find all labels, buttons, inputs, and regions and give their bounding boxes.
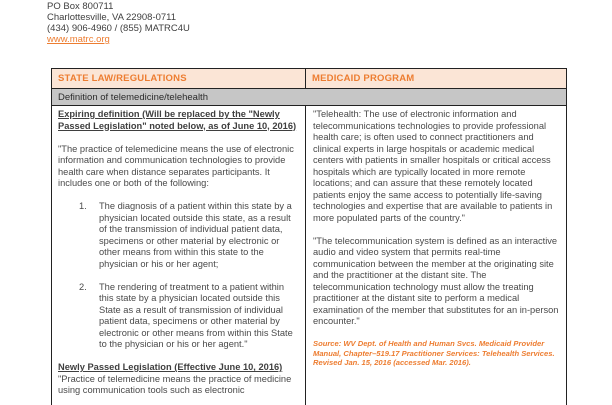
new-legislation-heading: Newly Passed Legislation (Effective June 10, 2016) [58, 362, 283, 372]
list-item [58, 201, 297, 270]
address-line-2: Charlottesville, VA 22908-0711 [47, 12, 177, 23]
list-item-number: 1. [79, 201, 87, 211]
address-line-1: PO Box 800711 [47, 1, 114, 12]
telecommunication-system-paragraph: "The telecommunication system is defined as an interactive audio and video system that permits real-time communication between the member at the originating site and the practitioner at the distant site. The telecommunication technology must allow the treating practitioner at the distant site to perform a medical examination of the member that substitutes for an in-person encounter." [313, 235, 559, 326]
list-item-text: The diagnosis of a patient within this state by a physician located outside this state, as a result of the transmission of individual patient data, specimens or other material by electronic or other means from within this state to the physician or his or her agent; [99, 201, 292, 269]
expiring-definition-heading: Expiring definition (Will be replaced by the "Newly Passed Legislation" noted below, as of June 10, 2016) [58, 109, 297, 131]
table-header-row [52, 69, 566, 89]
list-item [58, 282, 297, 351]
column-header-state-law: STATE LAW/REGULATIONS [52, 69, 306, 88]
spacer [58, 270, 297, 282]
spacer [313, 224, 559, 236]
medicaid-cell [306, 106, 566, 405]
state-law-cell [52, 106, 306, 405]
list-item-text: The rendering of treatment to a patient within this state by a physician located outside this State as a result of transmission of individual patient data, specimens or other material by electronic or other means from within this State to the physician or his or her agent." [99, 281, 293, 349]
address-line-3: (434) 906-4960 / (855) MATRC4U [47, 23, 190, 34]
letterhead [47, 1, 190, 45]
spacer [58, 132, 297, 144]
spacer [58, 351, 297, 363]
comparison-table [51, 68, 567, 405]
list-item-number: 2. [79, 281, 87, 292]
expiring-definition-paragraph: "The practice of telemedicine means the use of electronic information and communication technologies to provide health care when distance separates participants. It includes one or both of the following: [58, 143, 294, 188]
spacer [313, 328, 559, 340]
new-legislation-paragraph: "Practice of telemedicine means the practice of medicine using communication tools such as electronic [58, 373, 292, 395]
spacer [58, 190, 297, 202]
source-citation: Source: WV Dept. of Health and Human Svcs. Medicaid Provider Manual, Chapter–519.17 Practitioner Services: Telehealth Services. Revised Jan. 15, 2016 (accessed Mar. 2016). [313, 339, 555, 368]
website-link[interactable]: www.matrc.org [47, 34, 110, 45]
table-content-row [52, 106, 566, 405]
section-header-row: Definition of telemedicine/telehealth [52, 89, 566, 106]
telehealth-definition-paragraph: "Telehealth: The use of electronic information and telecommunications technologies to provide professional health care; is often used to connect practitioners and clinical experts in large hospitals or academic medical centers with patients in smaller hospitals or critical access hospitals which are typically located in more remote locations; and can assure that these remotely located patients enjoy the same access to potentially life-saving technologies and expertise that are available to patients in more populated parts of the country." [313, 109, 553, 223]
column-header-medicaid: MEDICAID PROGRAM [312, 73, 415, 84]
